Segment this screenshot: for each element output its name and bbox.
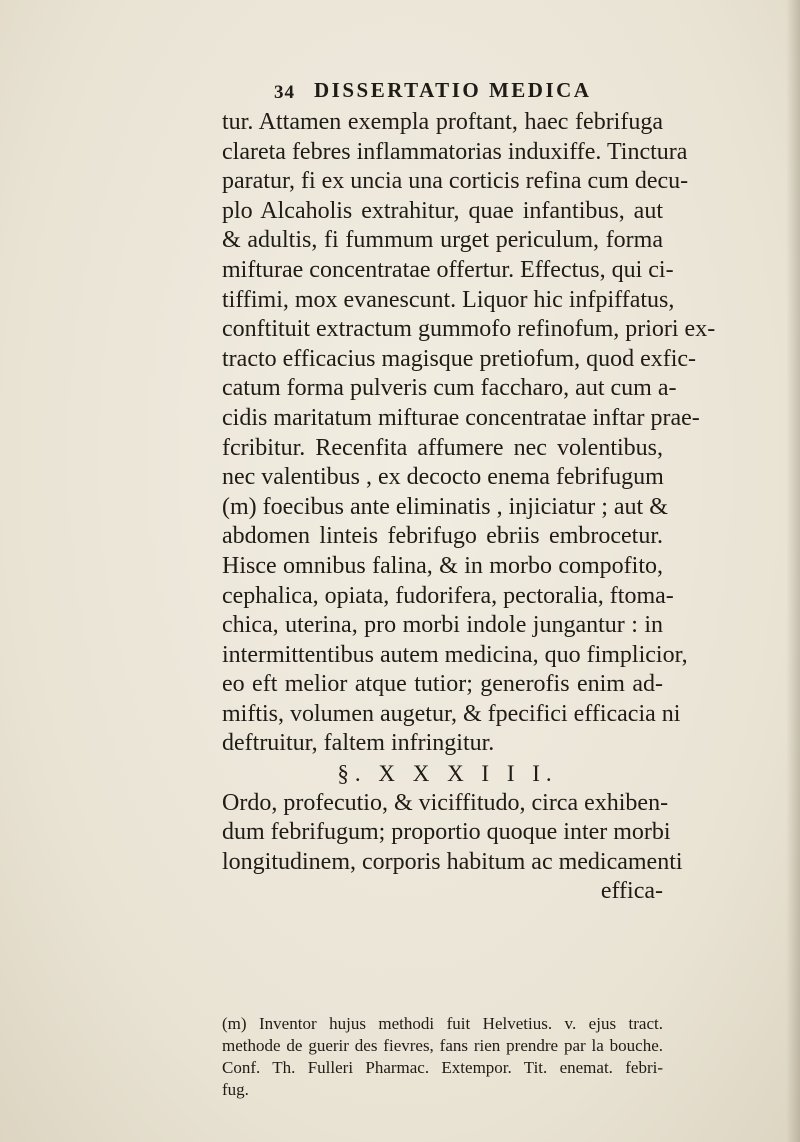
footnote-line: methode de guerir des fievres, fans rien prendre par la bouche. <box>222 1036 663 1055</box>
text-line: mifturae concentratae offertur. Effectus, qui ci- <box>222 256 674 283</box>
text-line: tiffimi, mox evanescunt. Liquor hic infpiffatus, <box>222 286 675 313</box>
text-line: intermittentibus autem medicina, quo fimplicior, <box>222 641 688 668</box>
text-line: plo Alcaholis extrahitur, quae infantibus, aut <box>222 197 663 224</box>
section-heading: §. X X X I I I. <box>337 761 558 787</box>
text-line: paratur, fi ex uncia una corticis refina cum decu- <box>222 168 689 195</box>
footnote-line: (m) Inventor hujus methodi fuit Helvetius. v. ejus tract. <box>222 1014 663 1033</box>
page-edge-shadow <box>786 0 800 1142</box>
text-line: longitudinem, corporis habitum ac medicamenti <box>222 848 683 875</box>
text-line: Ordo, profecutio, & viciffitudo, circa exhiben- <box>222 789 669 816</box>
text-line: miftis, volumen augetur, & fpecifici efficacia ni <box>222 700 681 727</box>
text-line: clareta febres inflammatorias induxiffe. Tinctura <box>222 138 688 165</box>
text-line: chica, uterina, pro morbi indole jungantur : in <box>222 612 663 639</box>
text-line: eo eft melior atque tutior; generofis enim ad- <box>222 671 663 698</box>
text-line: Hisce omnibus falina, & in morbo compofito, <box>222 552 663 579</box>
text-line: conftituit extractum gummofo refinofum, priori ex- <box>222 316 716 343</box>
text-line: tracto efficacius magisque pretiofum, quod exfic- <box>222 345 697 372</box>
footnote-line: fug. <box>222 1080 249 1099</box>
text-line: dum febrifugum; proportio quoque inter morbi <box>222 819 671 846</box>
text-line: cidis maritatum mifturae concentratae inftar prae- <box>222 404 700 431</box>
text-line: nec valentibus , ex decocto enema febrifugum <box>222 464 664 491</box>
text-line: tur. Attamen exempla proftant, haec febrifuga <box>222 109 663 135</box>
text-line: fcribitur. Recenfita affumere nec volentibus, <box>222 434 663 461</box>
text-line: catum forma pulveris cum faccharo, aut cum a- <box>222 375 677 402</box>
text-line: & adultis, fi fummum urget periculum, forma <box>222 227 663 254</box>
footnote-line: Conf. Th. Fullerі Pharmac. Extempor. Tit. enemat. febri- <box>222 1058 663 1077</box>
text-line: abdomen linteis febrifugo ebriis embrocetur. <box>222 523 663 550</box>
footnote <box>222 1013 663 1101</box>
text-line: (m) foecibus ante eliminatis , injiciatur ; aut & <box>222 493 668 520</box>
page-number: 34 <box>274 82 295 103</box>
page-header <box>0 78 800 108</box>
text-line: cephalica, opiata, fudorifera, pectoralia, ftoma- <box>222 582 674 609</box>
text-line: deftruitur, faltem infringitur. <box>222 730 495 757</box>
catchword: effica- <box>600 878 663 905</box>
running-head: DISSERTATIO MEDICA <box>314 78 592 102</box>
main-text <box>222 108 716 907</box>
